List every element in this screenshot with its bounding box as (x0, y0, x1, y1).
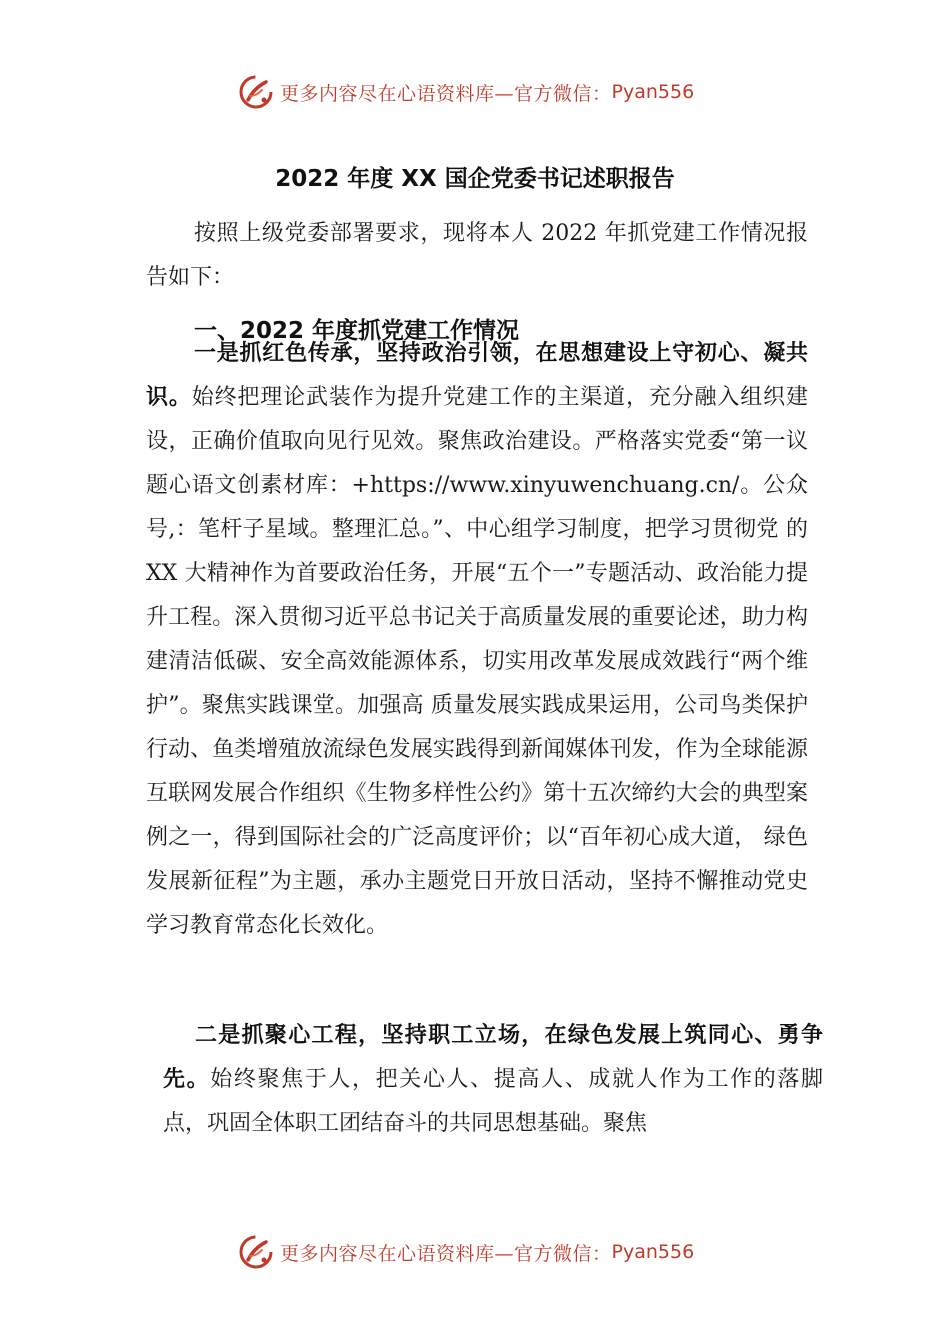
section-heading: 一、2022 年度抓党建工作情况 (194, 318, 520, 344)
brush-logo-icon (238, 74, 274, 110)
watermark-banner-top (238, 72, 694, 112)
watermark-banner-bottom (238, 1232, 694, 1272)
watermark-wechat-id: Pyan556 (611, 81, 695, 103)
paragraph-2-lead: 二是抓聚心工程，坚持职工立场，在绿色发展上筑同心、勇争先。 (163, 1023, 823, 1092)
brush-logo-icon (238, 1234, 274, 1270)
paragraph-1-body: 始终把理论武装作为提升党建工作的主渠道，充分融入组织建设，正确价值取向见行见效。聚焦政治建设。严格落实党委“第一议题心语文创素材库：+https://www.xinyuwenchuang.cn/。公众号,：笔杆子星域。整理汇总。”、中心组学习制度，把学习贯彻党 的 XX 大精神作为首要政治任务，开展“五个一”专题活动、政治能力提升工程。深入贯彻习近平总书记关于高质量发展的重要论述，助力构建清洁低碳、安全高效能源体系，切实用改革发展成效践行“两个维护”。聚焦实践课堂。加强高 质量发展实践成果运用，公司鸟类保护行动、鱼类增殖放流绿色发展实践得到新闻媒体刊发，作为全球能源互联网发展合作组织《生物多样性公约》第十五次缔约大会的典型案例之一，得到国际社会的广泛高度评价；以“百年初心成大道， 绿色发展新征程”为主题，承办主题党日开放日活动，坚持不懈推动党史学习教育常态化长效化。 (146, 385, 808, 938)
watermark-text: 更多内容尽在心语资料库—官方微信： (280, 82, 612, 105)
paragraph-2-body: 始终聚焦于人，把关心人、提高人、成就人作为工作的落脚点，巩固全体职工团结奋斗的共同思想基础。聚焦 (163, 1067, 823, 1136)
paragraph-2 (163, 1014, 823, 1146)
intro-paragraph: 按照上级党委部署要求，现将本人 2022 年抓党建工作情况报告如下： (146, 221, 808, 290)
document-title: 2022 年度 XX 国企党委书记述职报告 (275, 166, 675, 192)
paragraph-1-lead: 一是抓红色传承，坚持政治引领，在思想建设上守初心、凝共识。 (146, 341, 808, 410)
watermark-wechat-id: Pyan556 (611, 1241, 695, 1263)
watermark-text: 更多内容尽在心语资料库—官方微信： (280, 1242, 612, 1265)
paragraph-1 (146, 332, 808, 948)
